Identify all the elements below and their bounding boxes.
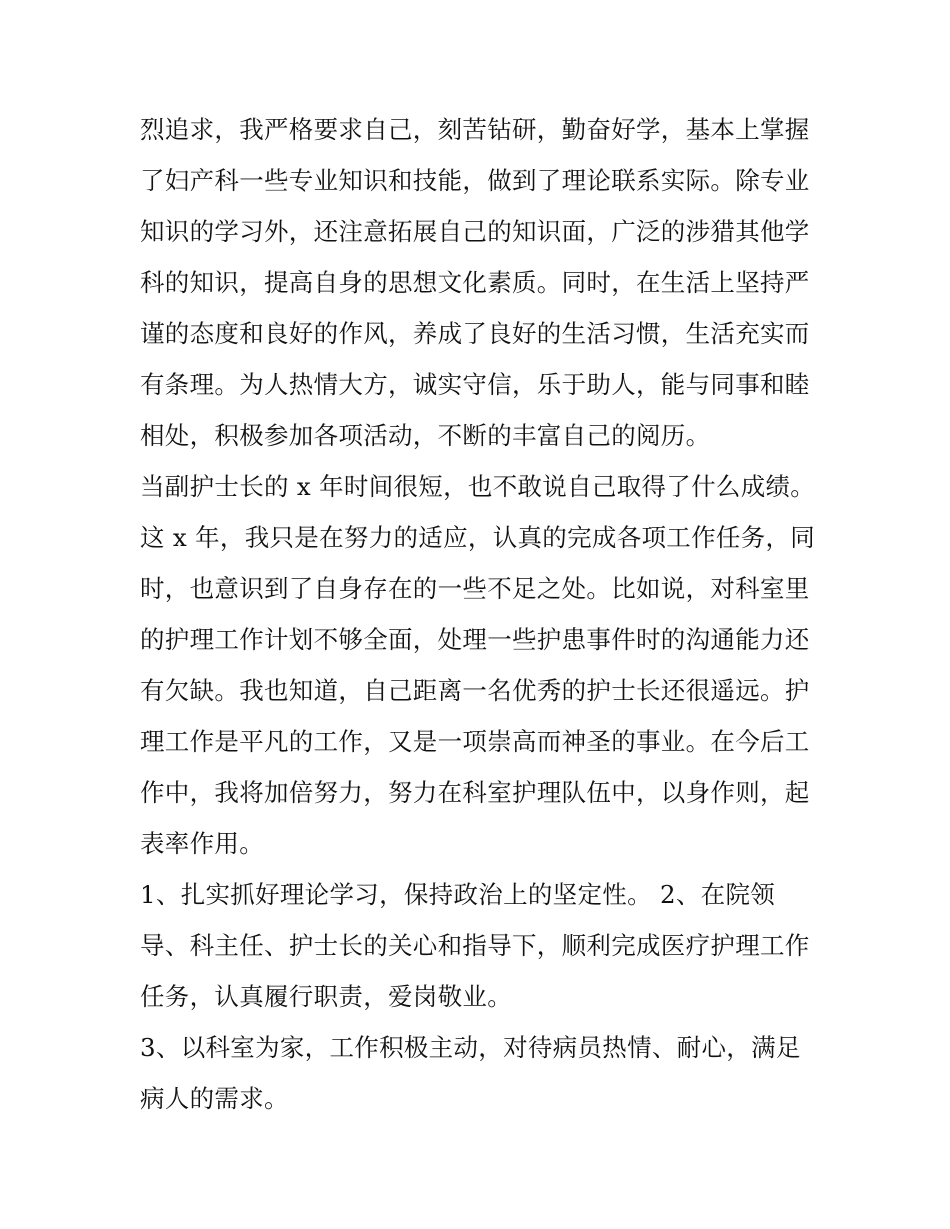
document-page xyxy=(140,104,820,1124)
text-line: 谨的态度和良好的作风，养成了良好的生活习惯，生活充实而 xyxy=(140,319,810,348)
text-line: 导、科主任、护士长的关心和指导下，顺利完成医疗护理工作 xyxy=(140,931,810,960)
text-line: 烈追求，我严格要求自己，刻苦钻研，勤奋好学，基本上掌握 xyxy=(140,115,810,144)
text-line: 了妇产科一些专业知识和技能，做到了理论联系实际。除专业 xyxy=(140,166,810,195)
text-line: 病人的需求。 xyxy=(140,1084,289,1113)
text-line: 理工作是平凡的工作，又是一项崇高而神圣的事业。在今后工 xyxy=(140,727,810,756)
text-line: 这 x 年，我只是在努力的适应，认真的完成各项工作任务，同 xyxy=(140,523,816,552)
text-line: 当副护士长的 x 年时间很短，也不敢说自己取得了什么成绩。 xyxy=(140,472,816,501)
text-line: 有欠缺。我也知道，自己距离一名优秀的护士长还很遥远。护 xyxy=(140,676,810,705)
text-line: 任务，认真履行职责，爱岗敬业。 xyxy=(140,982,512,1011)
text-line: 的护理工作计划不够全面，处理一些护患事件时的沟通能力还 xyxy=(140,625,810,654)
text-line: 相处，积极参加各项活动，不断的丰富自己的阅历。 xyxy=(140,421,711,450)
text-line: 知识的学习外，还注意拓展自己的知识面，广泛的涉猎其他学 xyxy=(140,217,810,246)
text-line: 科的知识，提高自身的思想文化素质。同时，在生活上坚持严 xyxy=(140,268,810,297)
text-line: 3、以科室为家，工作积极主动，对待病员热情、耐心，满足 xyxy=(140,1033,801,1062)
text-line: 有条理。为人热情大方，诚实守信，乐于助人，能与同事和睦 xyxy=(140,370,810,399)
text-line: 时，也意识到了自身存在的一些不足之处。比如说，对科室里 xyxy=(140,574,810,603)
text-line: 表率作用。 xyxy=(140,829,264,858)
text-line: 作中，我将加倍努力，努力在科室护理队伍中，以身作则，起 xyxy=(140,778,810,807)
text-line: 1、扎实抓好理论学习，保持政治上的坚定性。 2、在院领 xyxy=(140,880,776,909)
